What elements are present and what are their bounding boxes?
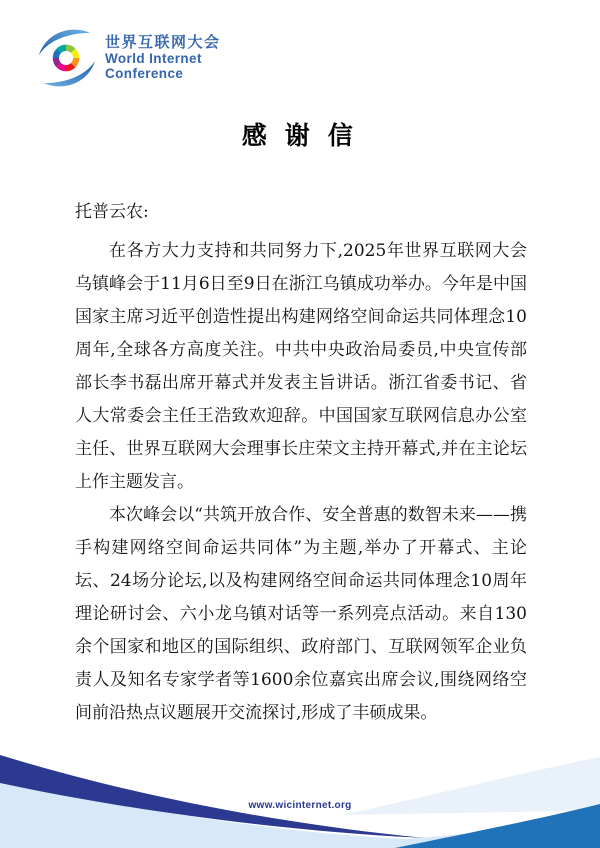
paragraph-1: 在各方大力支持和共同努力下,2025年世界互联网大会乌镇峰会于11月6日至9日在浙江乌镇成功举办。今年是中国国家主席习近平创造性提出构建网络空间命运共同体理念10周年,全球各方高度关注。中共中央政治局委员,中央宣传部部长李书磊出席开幕式并发表主旨讲话。浙江省委书记、省人大常委会主任王浩致欢迎辞。中国国家互联网信息办公室主任、世界互联网大会理事长庄荣文主持开幕式,并在主论坛上作主题发言。: [75, 241, 527, 492]
wic-logo-text: [105, 35, 221, 81]
logo-name-en-line2: Conference: [105, 65, 184, 81]
footer-wave-graphic: [0, 700, 600, 848]
paragraph-2: 本次峰会以“共筑开放合作、安全普惠的数智未来——携手构建网络空间命运共同体”为主题,举办了开幕式、主论坛、24场分论坛,以及构建网络空间命运共同体理念10周年理论研讨会、六小龙乌镇对话等一系列亮点活动。来自130余个国家和地区的国际组织、政府部门、互联网领军企业负责人及知名专家学者等1600余位嘉宾出席会议,围绕网络空间前沿热点议题展开交流探讨,形成了丰硕成果。: [75, 505, 527, 723]
wic-logo-icon: [36, 27, 98, 89]
footer-url: www.wicinternet.org: [248, 800, 352, 811]
letter-title: 感 谢 信: [241, 122, 359, 150]
logo-swoosh-top: [39, 30, 90, 55]
logo-name-en-line1: World Internet: [105, 51, 202, 67]
logo-color-ring: [56, 48, 76, 68]
letter-body: [75, 196, 527, 730]
salutation: 托普云农:: [75, 202, 149, 222]
wic-logo: [36, 27, 221, 89]
logo-name-cn: 世界互联网大会: [105, 33, 221, 51]
